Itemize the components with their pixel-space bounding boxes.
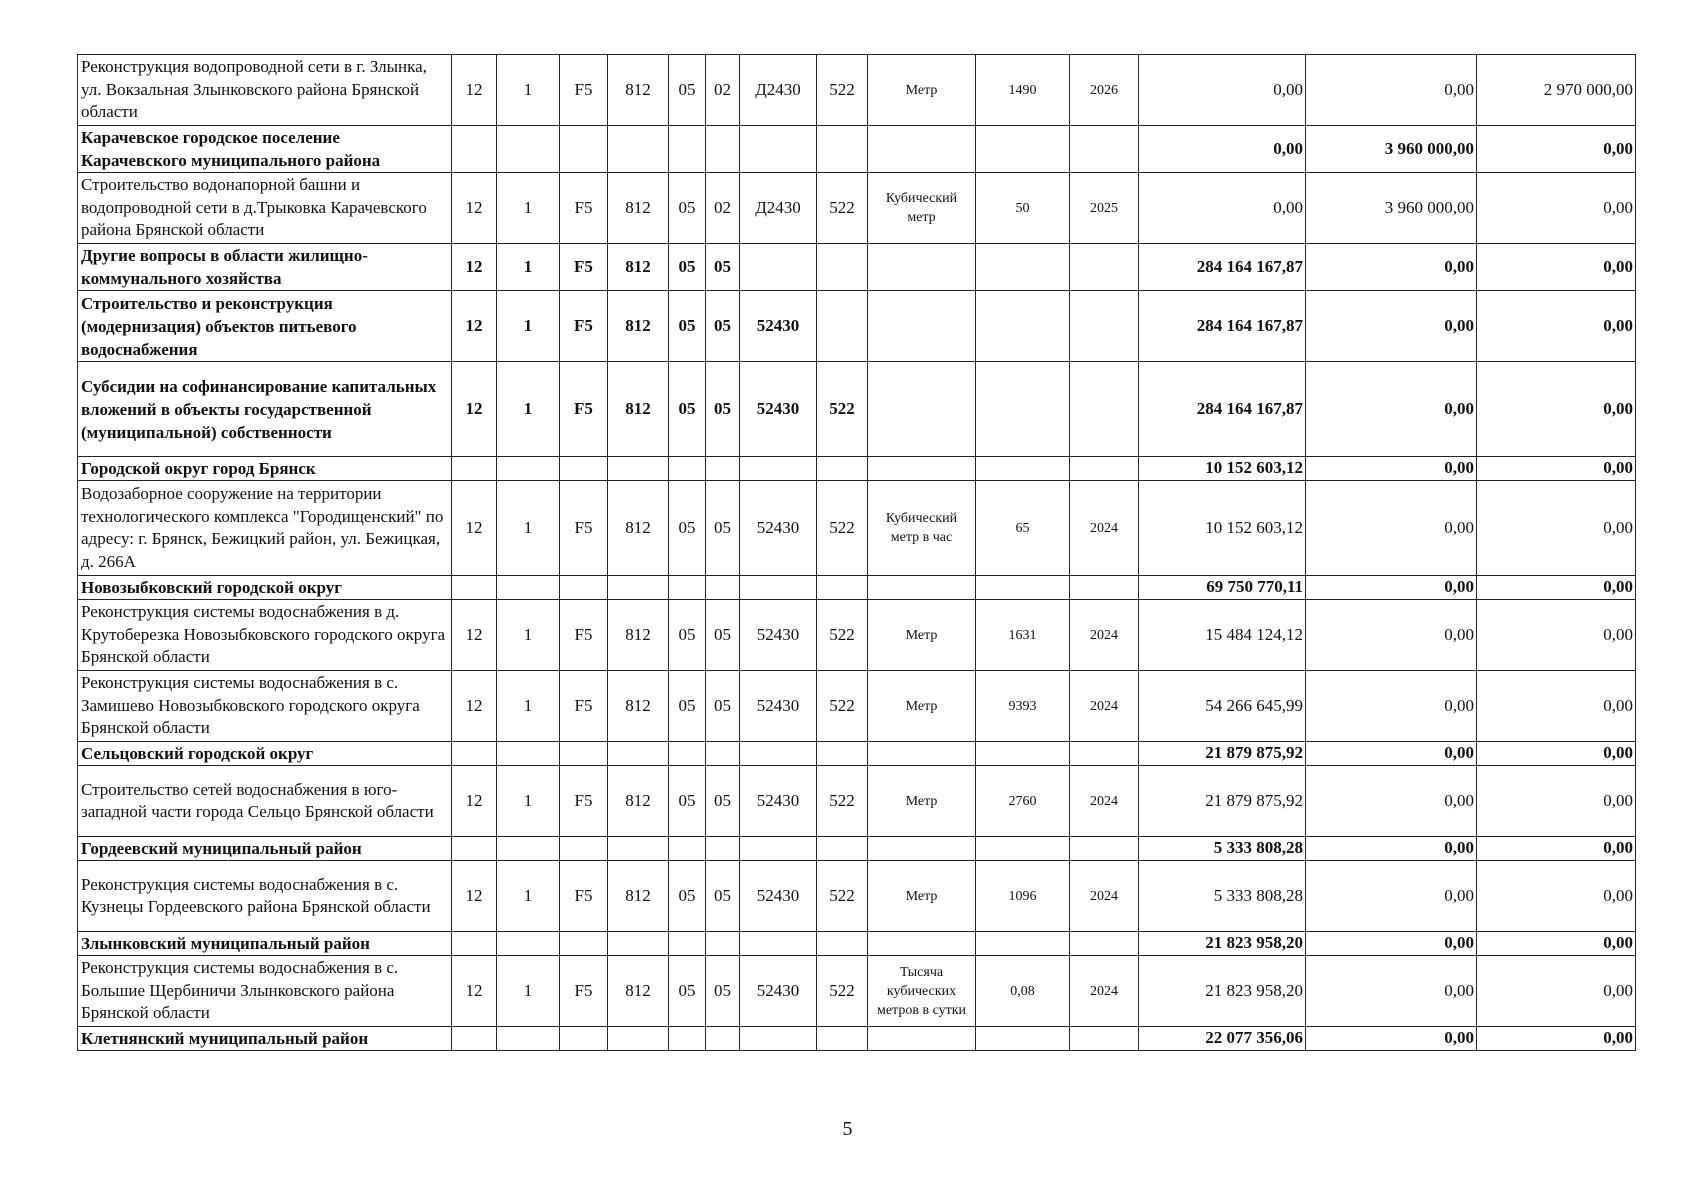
completion-year-cell <box>1070 126 1139 173</box>
amount-year-3-cell: 0,00 <box>1477 576 1636 600</box>
code-rz-cell: 05 <box>669 173 706 244</box>
code-rz-cell <box>669 837 706 861</box>
budget-table-body <box>78 55 1636 1051</box>
code-project-cell: F5 <box>560 766 608 837</box>
amount-year-2-cell: 0,00 <box>1306 837 1477 861</box>
code-project-cell: F5 <box>560 291 608 362</box>
completion-year-cell <box>1070 1027 1139 1051</box>
code-project-cell: F5 <box>560 244 608 291</box>
amount-year-3-cell: 0,00 <box>1477 244 1636 291</box>
capacity-cell <box>976 457 1070 481</box>
code-grbs-cell <box>608 1027 669 1051</box>
code-csr-cell <box>740 576 817 600</box>
code-project-cell: F5 <box>560 481 608 576</box>
code-pr-cell: 05 <box>706 291 740 362</box>
capacity-cell <box>976 244 1070 291</box>
amount-year-2-cell: 0,00 <box>1306 956 1477 1027</box>
table-row-subtotal <box>78 837 1636 861</box>
code-csr-cell: 52430 <box>740 671 817 742</box>
amount-year-1-cell: 0,00 <box>1139 55 1306 126</box>
code-section-cell: 12 <box>452 55 497 126</box>
code-subprogram-cell: 1 <box>497 362 560 457</box>
code-csr-cell <box>740 837 817 861</box>
code-grbs-cell: 812 <box>608 55 669 126</box>
code-section-cell: 12 <box>452 173 497 244</box>
amount-year-2-cell: 0,00 <box>1306 1027 1477 1051</box>
code-csr-cell: 52430 <box>740 600 817 671</box>
code-section-cell: 12 <box>452 362 497 457</box>
code-section-cell: 12 <box>452 861 497 932</box>
code-vr-cell: 522 <box>817 173 868 244</box>
code-project-cell: F5 <box>560 362 608 457</box>
code-csr-cell: Д2430 <box>740 55 817 126</box>
capacity-cell: 2760 <box>976 766 1070 837</box>
unit-of-measure-cell: Тысяча кубических метров в сутки <box>868 956 976 1027</box>
code-project-cell <box>560 742 608 766</box>
code-subprogram-cell <box>497 837 560 861</box>
unit-of-measure-cell <box>868 837 976 861</box>
completion-year-cell: 2026 <box>1070 55 1139 126</box>
code-pr-cell: 05 <box>706 671 740 742</box>
code-vr-cell: 522 <box>817 600 868 671</box>
code-pr-cell <box>706 576 740 600</box>
amount-year-3-cell: 0,00 <box>1477 1027 1636 1051</box>
amount-year-2-cell: 0,00 <box>1306 244 1477 291</box>
code-grbs-cell: 812 <box>608 481 669 576</box>
code-csr-cell: 52430 <box>740 861 817 932</box>
amount-year-1-cell: 54 266 645,99 <box>1139 671 1306 742</box>
row-name-cell: Субсидии на софинансирование капитальных вложений в объекты государственной (муниципальной) собственности <box>78 362 452 457</box>
capacity-cell <box>976 932 1070 956</box>
code-vr-cell <box>817 126 868 173</box>
code-rz-cell: 05 <box>669 861 706 932</box>
code-grbs-cell: 812 <box>608 861 669 932</box>
code-grbs-cell: 812 <box>608 600 669 671</box>
amount-year-3-cell: 0,00 <box>1477 861 1636 932</box>
code-project-cell <box>560 457 608 481</box>
code-rz-cell <box>669 1027 706 1051</box>
code-section-cell: 12 <box>452 671 497 742</box>
code-vr-cell: 522 <box>817 956 868 1027</box>
code-pr-cell: 02 <box>706 173 740 244</box>
code-csr-cell: 52430 <box>740 362 817 457</box>
amount-year-3-cell: 0,00 <box>1477 173 1636 244</box>
amount-year-2-cell: 0,00 <box>1306 861 1477 932</box>
code-vr-cell <box>817 457 868 481</box>
completion-year-cell <box>1070 244 1139 291</box>
code-subprogram-cell: 1 <box>497 956 560 1027</box>
amount-year-2-cell: 0,00 <box>1306 932 1477 956</box>
code-section-cell <box>452 576 497 600</box>
table-row-subtotal <box>78 932 1636 956</box>
amount-year-1-cell: 0,00 <box>1139 173 1306 244</box>
capacity-cell: 9393 <box>976 671 1070 742</box>
budget-table <box>77 54 1636 1051</box>
unit-of-measure-cell <box>868 932 976 956</box>
code-csr-cell: Д2430 <box>740 173 817 244</box>
table-row-subtotal <box>78 362 1636 457</box>
code-section-cell: 12 <box>452 956 497 1027</box>
code-grbs-cell <box>608 576 669 600</box>
table-row-subtotal <box>78 576 1636 600</box>
table-row-subtotal <box>78 126 1636 173</box>
code-grbs-cell: 812 <box>608 362 669 457</box>
code-csr-cell <box>740 742 817 766</box>
row-name-cell: Другие вопросы в области жилищно-коммунального хозяйства <box>78 244 452 291</box>
amount-year-2-cell: 3 960 000,00 <box>1306 173 1477 244</box>
row-name-cell: Строительство водонапорной башни и водопроводной сети в д.Трыковка Карачевского района Брянской области <box>78 173 452 244</box>
code-rz-cell: 05 <box>669 55 706 126</box>
completion-year-cell <box>1070 291 1139 362</box>
code-rz-cell: 05 <box>669 362 706 457</box>
code-rz-cell: 05 <box>669 956 706 1027</box>
amount-year-1-cell: 284 164 167,87 <box>1139 362 1306 457</box>
code-csr-cell: 52430 <box>740 956 817 1027</box>
code-subprogram-cell <box>497 457 560 481</box>
unit-of-measure-cell: Метр <box>868 671 976 742</box>
table-row <box>78 956 1636 1027</box>
code-grbs-cell <box>608 126 669 173</box>
code-csr-cell <box>740 244 817 291</box>
amount-year-2-cell: 3 960 000,00 <box>1306 126 1477 173</box>
code-section-cell <box>452 837 497 861</box>
row-name-cell: Карачевское городское поселение Карачевского муниципального района <box>78 126 452 173</box>
amount-year-3-cell: 0,00 <box>1477 481 1636 576</box>
code-rz-cell <box>669 457 706 481</box>
code-rz-cell: 05 <box>669 481 706 576</box>
unit-of-measure-cell <box>868 244 976 291</box>
code-grbs-cell: 812 <box>608 766 669 837</box>
amount-year-1-cell: 21 823 958,20 <box>1139 956 1306 1027</box>
amount-year-1-cell: 5 333 808,28 <box>1139 837 1306 861</box>
amount-year-1-cell: 284 164 167,87 <box>1139 291 1306 362</box>
completion-year-cell: 2024 <box>1070 956 1139 1027</box>
amount-year-1-cell: 21 879 875,92 <box>1139 766 1306 837</box>
row-name-cell: Злынковский муниципальный район <box>78 932 452 956</box>
amount-year-1-cell: 0,00 <box>1139 126 1306 173</box>
code-section-cell <box>452 126 497 173</box>
unit-of-measure-cell <box>868 742 976 766</box>
amount-year-2-cell: 0,00 <box>1306 766 1477 837</box>
completion-year-cell: 2025 <box>1070 173 1139 244</box>
code-section-cell <box>452 457 497 481</box>
amount-year-3-cell: 0,00 <box>1477 457 1636 481</box>
code-subprogram-cell: 1 <box>497 600 560 671</box>
row-name-cell: Реконструкция системы водоснабжения в д. Крутоберезка Новозыбковского городского округа Брянской области <box>78 600 452 671</box>
amount-year-2-cell: 0,00 <box>1306 600 1477 671</box>
code-vr-cell <box>817 244 868 291</box>
completion-year-cell: 2024 <box>1070 600 1139 671</box>
unit-of-measure-cell <box>868 362 976 457</box>
code-vr-cell <box>817 932 868 956</box>
code-section-cell <box>452 1027 497 1051</box>
completion-year-cell <box>1070 457 1139 481</box>
unit-of-measure-cell: Метр <box>868 766 976 837</box>
code-section-cell: 12 <box>452 244 497 291</box>
row-name-cell: Клетнянский муниципальный район <box>78 1027 452 1051</box>
amount-year-3-cell: 0,00 <box>1477 126 1636 173</box>
table-row-subtotal <box>78 291 1636 362</box>
code-csr-cell <box>740 1027 817 1051</box>
amount-year-1-cell: 5 333 808,28 <box>1139 861 1306 932</box>
capacity-cell <box>976 1027 1070 1051</box>
code-pr-cell: 05 <box>706 362 740 457</box>
code-subprogram-cell: 1 <box>497 766 560 837</box>
amount-year-3-cell: 0,00 <box>1477 671 1636 742</box>
completion-year-cell: 2024 <box>1070 671 1139 742</box>
amount-year-3-cell: 0,00 <box>1477 291 1636 362</box>
code-project-cell: F5 <box>560 600 608 671</box>
code-project-cell <box>560 837 608 861</box>
code-subprogram-cell <box>497 742 560 766</box>
row-name-cell: Реконструкция системы водоснабжения в с. Большие Щербиничи Злынковского района Брянской области <box>78 956 452 1027</box>
code-subprogram-cell <box>497 126 560 173</box>
code-rz-cell: 05 <box>669 671 706 742</box>
code-rz-cell: 05 <box>669 766 706 837</box>
code-pr-cell: 05 <box>706 244 740 291</box>
capacity-cell <box>976 837 1070 861</box>
amount-year-3-cell: 0,00 <box>1477 742 1636 766</box>
unit-of-measure-cell: Кубический метр в час <box>868 481 976 576</box>
code-grbs-cell <box>608 742 669 766</box>
code-vr-cell: 522 <box>817 671 868 742</box>
code-vr-cell: 522 <box>817 55 868 126</box>
completion-year-cell <box>1070 742 1139 766</box>
row-name-cell: Водозаборное сооружение на территории технологического комплекса "Городищенский" по адресу: г. Брянск, Бежицкий район, ул. Бежицкая, д. 266А <box>78 481 452 576</box>
capacity-cell <box>976 291 1070 362</box>
code-project-cell: F5 <box>560 173 608 244</box>
code-csr-cell: 52430 <box>740 481 817 576</box>
code-vr-cell <box>817 837 868 861</box>
code-csr-cell <box>740 932 817 956</box>
amount-year-2-cell: 0,00 <box>1306 576 1477 600</box>
row-name-cell: Городской округ город Брянск <box>78 457 452 481</box>
capacity-cell <box>976 742 1070 766</box>
capacity-cell: 65 <box>976 481 1070 576</box>
row-name-cell: Новозыбковский городской округ <box>78 576 452 600</box>
table-row <box>78 173 1636 244</box>
code-section-cell: 12 <box>452 481 497 576</box>
code-vr-cell <box>817 576 868 600</box>
code-pr-cell: 05 <box>706 766 740 837</box>
row-name-cell: Гордеевский муниципальный район <box>78 837 452 861</box>
amount-year-1-cell: 22 077 356,06 <box>1139 1027 1306 1051</box>
capacity-cell <box>976 576 1070 600</box>
amount-year-3-cell: 2 970 000,00 <box>1477 55 1636 126</box>
code-section-cell <box>452 932 497 956</box>
amount-year-1-cell: 69 750 770,11 <box>1139 576 1306 600</box>
code-pr-cell: 02 <box>706 55 740 126</box>
code-pr-cell <box>706 932 740 956</box>
completion-year-cell <box>1070 362 1139 457</box>
code-pr-cell <box>706 742 740 766</box>
capacity-cell: 1631 <box>976 600 1070 671</box>
table-row-subtotal <box>78 1027 1636 1051</box>
code-rz-cell <box>669 576 706 600</box>
code-subprogram-cell: 1 <box>497 671 560 742</box>
code-project-cell <box>560 576 608 600</box>
unit-of-measure-cell: Кубический метр <box>868 173 976 244</box>
unit-of-measure-cell: Метр <box>868 861 976 932</box>
completion-year-cell: 2024 <box>1070 481 1139 576</box>
code-subprogram-cell: 1 <box>497 481 560 576</box>
code-grbs-cell <box>608 932 669 956</box>
table-row-subtotal <box>78 457 1636 481</box>
code-grbs-cell: 812 <box>608 291 669 362</box>
code-subprogram-cell: 1 <box>497 291 560 362</box>
table-row <box>78 861 1636 932</box>
capacity-cell: 0,08 <box>976 956 1070 1027</box>
code-grbs-cell: 812 <box>608 956 669 1027</box>
code-section-cell: 12 <box>452 766 497 837</box>
amount-year-3-cell: 0,00 <box>1477 362 1636 457</box>
capacity-cell: 50 <box>976 173 1070 244</box>
code-subprogram-cell <box>497 932 560 956</box>
code-rz-cell: 05 <box>669 600 706 671</box>
unit-of-measure-cell <box>868 126 976 173</box>
amount-year-1-cell: 21 823 958,20 <box>1139 932 1306 956</box>
code-rz-cell: 05 <box>669 244 706 291</box>
table-row-subtotal <box>78 742 1636 766</box>
unit-of-measure-cell: Метр <box>868 55 976 126</box>
code-csr-cell: 52430 <box>740 766 817 837</box>
row-name-cell: Реконструкция системы водоснабжения в с. Кузнецы Гордеевского района Брянской области <box>78 861 452 932</box>
code-project-cell <box>560 126 608 173</box>
code-pr-cell <box>706 126 740 173</box>
completion-year-cell: 2024 <box>1070 766 1139 837</box>
code-vr-cell <box>817 742 868 766</box>
code-subprogram-cell: 1 <box>497 861 560 932</box>
row-name-cell: Строительство и реконструкция (модернизация) объектов питьевого водоснабжения <box>78 291 452 362</box>
code-csr-cell: 52430 <box>740 291 817 362</box>
amount-year-1-cell: 21 879 875,92 <box>1139 742 1306 766</box>
code-pr-cell: 05 <box>706 861 740 932</box>
code-project-cell: F5 <box>560 671 608 742</box>
page-number: 5 <box>842 1118 853 1140</box>
code-project-cell: F5 <box>560 956 608 1027</box>
code-vr-cell <box>817 1027 868 1051</box>
code-pr-cell <box>706 837 740 861</box>
table-row <box>78 600 1636 671</box>
code-project-cell <box>560 1027 608 1051</box>
code-vr-cell: 522 <box>817 766 868 837</box>
row-name-cell: Строительство сетей водоснабжения в юго-западной части города Сельцо Брянской области <box>78 766 452 837</box>
unit-of-measure-cell <box>868 457 976 481</box>
code-pr-cell: 05 <box>706 481 740 576</box>
amount-year-3-cell: 0,00 <box>1477 837 1636 861</box>
code-grbs-cell <box>608 837 669 861</box>
code-rz-cell: 05 <box>669 291 706 362</box>
amount-year-1-cell: 284 164 167,87 <box>1139 244 1306 291</box>
completion-year-cell <box>1070 576 1139 600</box>
code-vr-cell: 522 <box>817 861 868 932</box>
amount-year-2-cell: 0,00 <box>1306 742 1477 766</box>
code-section-cell: 12 <box>452 600 497 671</box>
unit-of-measure-cell <box>868 1027 976 1051</box>
completion-year-cell <box>1070 837 1139 861</box>
capacity-cell <box>976 362 1070 457</box>
amount-year-2-cell: 0,00 <box>1306 291 1477 362</box>
code-section-cell: 12 <box>452 291 497 362</box>
amount-year-2-cell: 0,00 <box>1306 362 1477 457</box>
amount-year-2-cell: 0,00 <box>1306 481 1477 576</box>
capacity-cell: 1490 <box>976 55 1070 126</box>
table-row-subtotal <box>78 244 1636 291</box>
amount-year-3-cell: 0,00 <box>1477 600 1636 671</box>
code-grbs-cell: 812 <box>608 244 669 291</box>
code-subprogram-cell <box>497 576 560 600</box>
row-name-cell: Сельцовский городской округ <box>78 742 452 766</box>
code-vr-cell: 522 <box>817 481 868 576</box>
code-csr-cell <box>740 126 817 173</box>
unit-of-measure-cell: Метр <box>868 600 976 671</box>
table-row <box>78 671 1636 742</box>
amount-year-1-cell: 10 152 603,12 <box>1139 481 1306 576</box>
code-grbs-cell <box>608 457 669 481</box>
row-name-cell: Реконструкция системы водоснабжения в с. Замишево Новозыбковского городского округа Брянской области <box>78 671 452 742</box>
capacity-cell: 1096 <box>976 861 1070 932</box>
code-vr-cell <box>817 291 868 362</box>
code-rz-cell <box>669 126 706 173</box>
code-grbs-cell: 812 <box>608 173 669 244</box>
code-subprogram-cell: 1 <box>497 173 560 244</box>
code-csr-cell <box>740 457 817 481</box>
completion-year-cell <box>1070 932 1139 956</box>
table-row <box>78 481 1636 576</box>
code-pr-cell <box>706 457 740 481</box>
code-subprogram-cell: 1 <box>497 244 560 291</box>
code-pr-cell <box>706 1027 740 1051</box>
row-name-cell: Реконструкция водопроводной сети в г. Злынка, ул. Вокзальная Злынковского района Брянской области <box>78 55 452 126</box>
code-pr-cell: 05 <box>706 600 740 671</box>
amount-year-2-cell: 0,00 <box>1306 55 1477 126</box>
amount-year-2-cell: 0,00 <box>1306 457 1477 481</box>
table-row <box>78 766 1636 837</box>
amount-year-3-cell: 0,00 <box>1477 932 1636 956</box>
code-project-cell <box>560 932 608 956</box>
amount-year-2-cell: 0,00 <box>1306 671 1477 742</box>
code-rz-cell <box>669 932 706 956</box>
amount-year-3-cell: 0,00 <box>1477 766 1636 837</box>
code-project-cell: F5 <box>560 55 608 126</box>
completion-year-cell: 2024 <box>1070 861 1139 932</box>
amount-year-3-cell: 0,00 <box>1477 956 1636 1027</box>
table-row <box>78 55 1636 126</box>
unit-of-measure-cell <box>868 291 976 362</box>
code-project-cell: F5 <box>560 861 608 932</box>
code-grbs-cell: 812 <box>608 671 669 742</box>
code-rz-cell <box>669 742 706 766</box>
amount-year-1-cell: 10 152 603,12 <box>1139 457 1306 481</box>
code-section-cell <box>452 742 497 766</box>
amount-year-1-cell: 15 484 124,12 <box>1139 600 1306 671</box>
code-subprogram-cell <box>497 1027 560 1051</box>
code-pr-cell: 05 <box>706 956 740 1027</box>
unit-of-measure-cell <box>868 576 976 600</box>
code-vr-cell: 522 <box>817 362 868 457</box>
capacity-cell <box>976 126 1070 173</box>
code-subprogram-cell: 1 <box>497 55 560 126</box>
